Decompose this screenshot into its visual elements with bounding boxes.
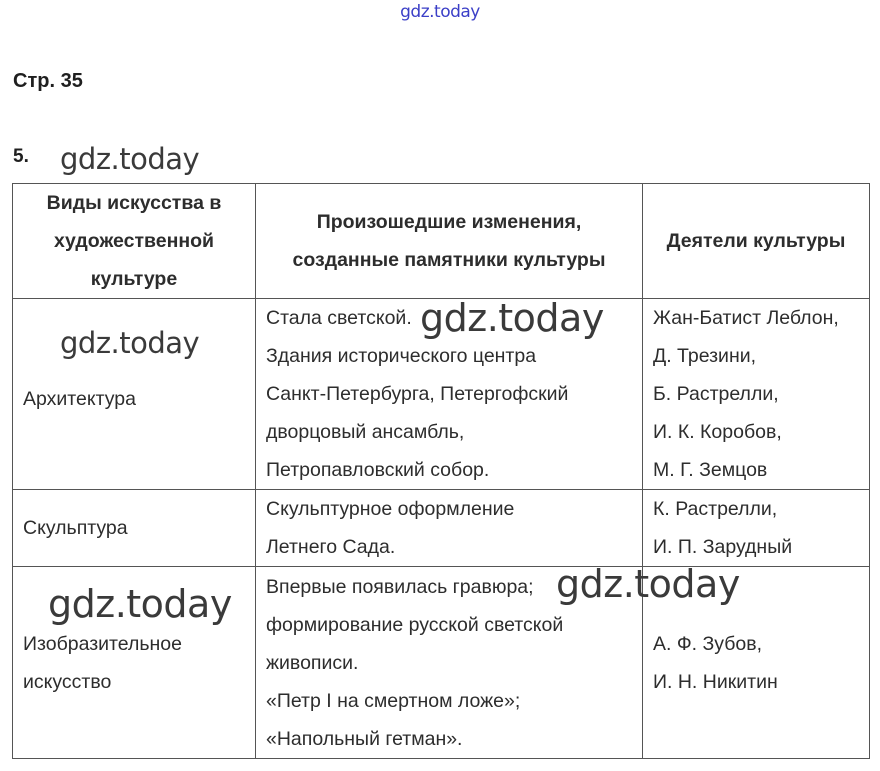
header-art-kinds bbox=[13, 184, 256, 299]
figure-line: И. П. Зарудный bbox=[653, 536, 793, 558]
changes-line: живописи. bbox=[266, 651, 359, 674]
watermark: gdz.today bbox=[420, 296, 604, 340]
header-line: Деятели культуры bbox=[666, 230, 846, 252]
changes-line: Петропавловский собор. bbox=[266, 459, 490, 481]
table-row bbox=[13, 490, 870, 567]
watermark-top: gdz.today bbox=[400, 2, 480, 22]
changes-line: Здания исторического центра bbox=[266, 345, 537, 367]
watermark: gdz.today bbox=[60, 326, 200, 360]
cell-figures bbox=[643, 299, 870, 490]
figure-line: Д. Трезини, bbox=[653, 345, 757, 367]
changes-line: «Напольный гетман». bbox=[266, 727, 463, 750]
header-line: созданные памятники культуры bbox=[292, 249, 606, 271]
header-line: Виды искусства в bbox=[46, 192, 222, 214]
figure-line: М. Г. Земцов bbox=[653, 459, 768, 481]
figure-line: К. Растрелли, bbox=[653, 498, 778, 520]
kind-text: Изобразительное bbox=[23, 632, 182, 655]
task-number: 5. bbox=[13, 146, 29, 167]
table-header-row bbox=[13, 184, 870, 299]
figure-line: И. Н. Никитин bbox=[653, 670, 778, 693]
kind-text: Скульптура bbox=[23, 517, 128, 539]
changes-line: Санкт-Петербурга, Петергофский bbox=[266, 383, 569, 405]
cell-figures bbox=[643, 490, 870, 567]
header-line: культуре bbox=[90, 268, 178, 290]
changes-line: «Петр I на смертном ложе»; bbox=[266, 689, 521, 712]
figure-line: Б. Растрелли, bbox=[653, 383, 779, 405]
changes-line: Летнего Сада. bbox=[266, 536, 396, 558]
header-line: Произошедшие изменения, bbox=[316, 211, 582, 233]
watermark: gdz.today bbox=[556, 562, 740, 606]
header-changes bbox=[256, 184, 643, 299]
cell-changes bbox=[256, 490, 643, 567]
culture-table bbox=[12, 183, 870, 759]
changes-line: Впервые появилась гравюра; bbox=[266, 575, 534, 598]
page-label: Стр. 35 bbox=[13, 70, 83, 92]
header-figures bbox=[643, 184, 870, 299]
kind-text: Архитектура bbox=[23, 388, 136, 410]
header-line: художественной bbox=[53, 230, 215, 252]
changes-line: формирование русской светской bbox=[266, 613, 564, 636]
figure-line: А. Ф. Зубов, bbox=[653, 632, 763, 655]
changes-line: Скульптурное оформление bbox=[266, 498, 515, 520]
kind-text: искусство bbox=[23, 670, 112, 693]
changes-line: дворцовый ансамбль, bbox=[266, 421, 465, 443]
changes-line: Стала светской. bbox=[266, 307, 412, 329]
watermark: gdz.today bbox=[48, 582, 232, 626]
watermark: gdz.today bbox=[60, 142, 200, 176]
figure-line: Жан-Батист Леблон, bbox=[653, 307, 839, 329]
figure-line: И. К. Коробов, bbox=[653, 421, 782, 443]
cell-kind bbox=[13, 490, 256, 567]
